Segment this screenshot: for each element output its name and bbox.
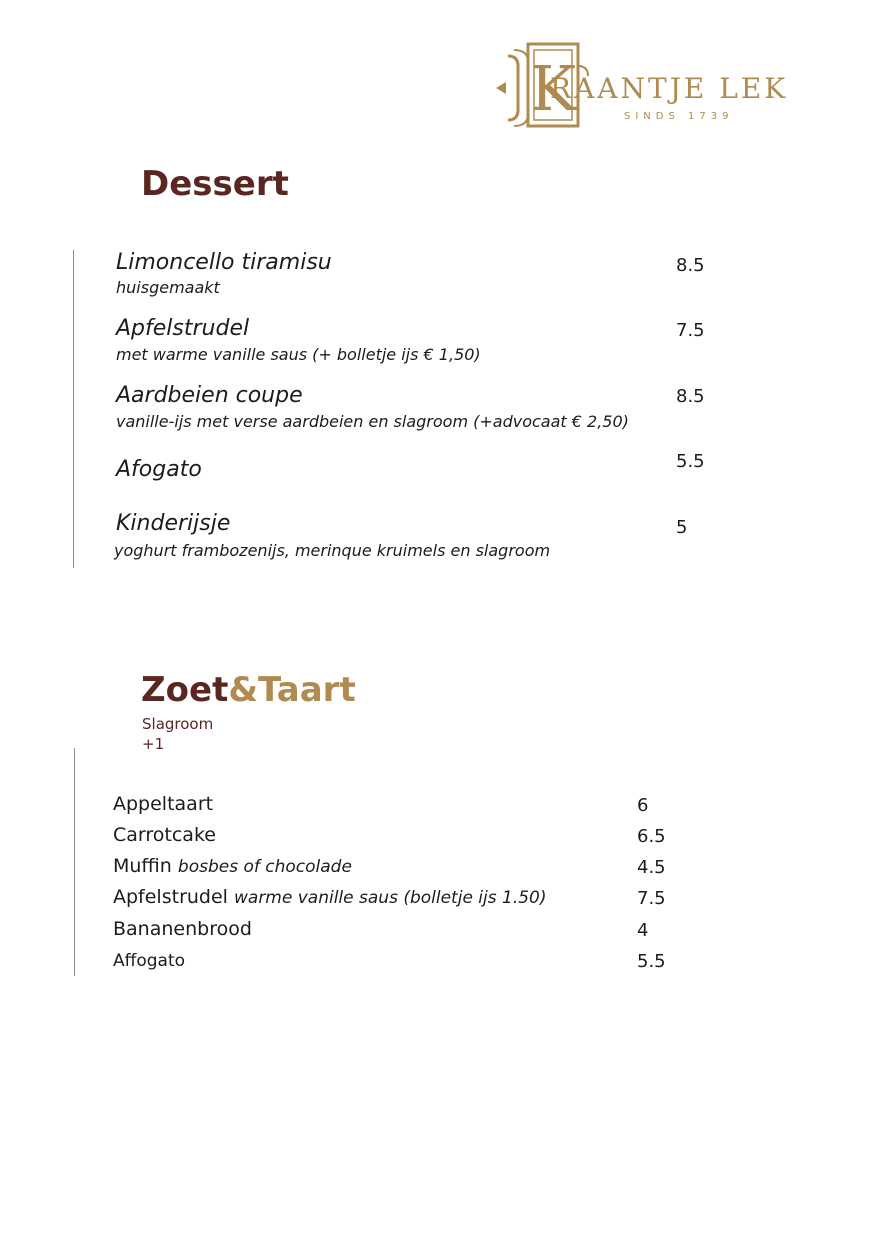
brand-logo <box>494 36 804 136</box>
supplement-price: +1 <box>142 735 165 753</box>
dessert-item-name: Aardbeien coupe <box>116 383 303 408</box>
supplement-label: Slagroom <box>142 715 214 733</box>
taart-item-name: Carrotcake <box>113 824 216 846</box>
taart-divider <box>74 748 75 976</box>
taart-item-price: 4 <box>637 920 649 941</box>
dessert-item-desc: yoghurt frambozenijs, merinque kruimels en slagroom <box>114 541 551 560</box>
dessert-item-name: Afogato <box>116 457 202 482</box>
taart-item-name: Bananenbrood <box>113 918 252 940</box>
taart-item-name: Appeltaart <box>113 793 214 815</box>
taart-item-price: 5.5 <box>637 951 666 972</box>
taart-item <box>113 951 185 971</box>
dessert-title: Dessert <box>141 164 289 204</box>
dessert-item-name: Apfelstrudel <box>116 316 250 341</box>
taart-item-name: Apfelstrudel <box>113 886 228 908</box>
dessert-item-price: 8.5 <box>676 386 705 407</box>
taart-item <box>113 886 547 908</box>
taart-item-desc: warme vanille saus (bolletje ijs 1.50) <box>234 888 547 908</box>
taart-title <box>141 670 356 710</box>
brand-since: SINDS 1739 <box>624 111 734 122</box>
brand-name: RAANTJE LEK <box>550 72 789 105</box>
dessert-item-name: Kinderijsje <box>116 511 231 536</box>
taart-item <box>113 855 352 877</box>
dessert-item-price: 8.5 <box>676 255 705 276</box>
dessert-item-price: 5.5 <box>676 451 705 472</box>
taart-item-name: Affogato <box>113 951 186 971</box>
dessert-item-desc: vanille-ijs met verse aardbeien en slagroom (+advocaat € 2,50) <box>116 412 629 431</box>
taart-item <box>113 918 252 940</box>
dessert-item-price: 7.5 <box>676 320 705 341</box>
dessert-divider <box>73 250 74 568</box>
taart-item-desc: bosbes of chocolade <box>177 857 352 877</box>
dessert-item-name: Limoncello tiramisu <box>116 250 332 275</box>
taart-item-price: 4.5 <box>637 857 666 878</box>
dessert-item-price: 5 <box>676 517 688 538</box>
taart-title-part2: &Taart <box>228 670 356 710</box>
taart-item-name: Muffin <box>113 855 172 877</box>
svg-text:K: K <box>529 52 577 125</box>
taart-item-price: 6 <box>637 795 649 816</box>
dessert-item-desc: huisgemaakt <box>116 278 220 297</box>
taart-title-part1: Zoet <box>141 670 229 710</box>
taart-item-price: 7.5 <box>637 888 666 909</box>
taart-item <box>113 793 213 815</box>
taart-item <box>113 824 216 846</box>
taart-item-price: 6.5 <box>637 826 666 847</box>
dessert-item-desc: met warme vanille saus (+ bolletje ijs € 1,50) <box>116 345 481 364</box>
